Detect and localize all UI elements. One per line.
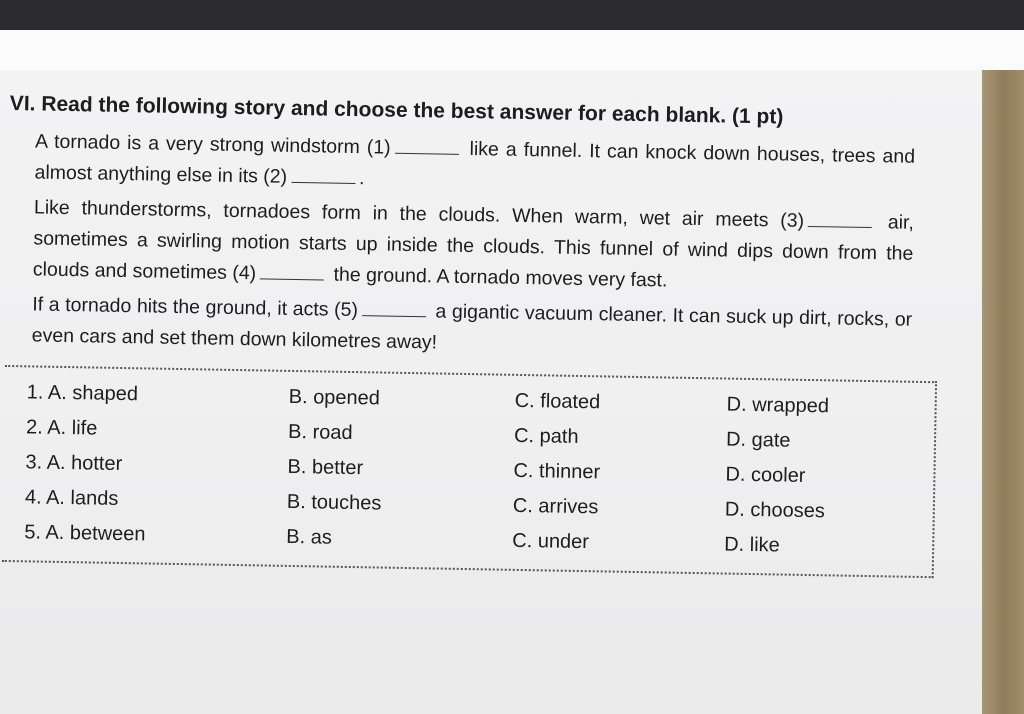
blank-4 (260, 260, 324, 280)
option-b: B. touches (286, 490, 382, 515)
option-d: D. like (724, 533, 780, 557)
paragraph-text: Like thunderstorms, tornadoes form in the clouds. When warm, wet air meets (3) (33, 196, 805, 232)
option-c: C. arrives (512, 494, 599, 519)
paragraph-text: A tornado is a very strong windstorm (1) (34, 130, 391, 159)
option-c: C. path (513, 424, 579, 448)
blank-3 (808, 208, 872, 228)
blank-2 (291, 164, 355, 184)
paragraph-text: like a funnel. It can knock down houses, trees and almost anything else in its (2) (34, 138, 916, 188)
paragraph-text: the ground. A tornado moves very fast. (333, 263, 668, 292)
option-b: B. better (287, 455, 364, 480)
option-c: C. thinner (513, 459, 601, 484)
exercise-sheet (2, 92, 930, 578)
top-white-band (0, 30, 1024, 70)
paragraph-text: a gigantic vacuum cleaner. It can suck up dirt, rocks, or even cars and set them down kilometres away! (31, 300, 913, 354)
option-d: D. gate (725, 428, 791, 452)
option-a: 5. A. between (24, 521, 146, 546)
answer-options-box (2, 365, 937, 578)
option-b: B. opened (288, 385, 381, 410)
paragraph-text: air, sometimes a swirling motion starts up inside the clouds. This funnel of wind dips down from the clouds and sometimes (4) (32, 211, 915, 285)
option-a: 4. A. lands (24, 486, 119, 510)
blank-1 (395, 135, 459, 155)
paragraph-text: If a tornado hits the ground, it acts (5) (32, 293, 359, 322)
option-d: D. cooler (725, 463, 806, 487)
story-paragraph-2 (33, 192, 914, 300)
option-a: 1. A. shaped (26, 381, 139, 406)
option-c: C. under (512, 529, 590, 554)
option-a: 2. A. life (25, 416, 98, 440)
option-c: C. floated (514, 389, 601, 414)
worksheet-page (0, 70, 984, 714)
option-b: B. as (286, 525, 333, 549)
option-d: D. chooses (724, 498, 826, 523)
wooden-table-edge (982, 70, 1024, 714)
top-dark-bar (0, 0, 1024, 30)
option-a: 3. A. hotter (25, 451, 123, 476)
story-paragraph-1 (34, 126, 915, 203)
paragraph-text: . (358, 167, 365, 190)
option-b: B. road (287, 420, 353, 445)
story-paragraph-3 (31, 289, 912, 366)
blank-5 (362, 297, 426, 317)
option-d: D. wrapped (726, 393, 830, 418)
exercise-heading: VI. Read the following story and choose the best answer for each blank. (1 pt) (9, 92, 784, 129)
